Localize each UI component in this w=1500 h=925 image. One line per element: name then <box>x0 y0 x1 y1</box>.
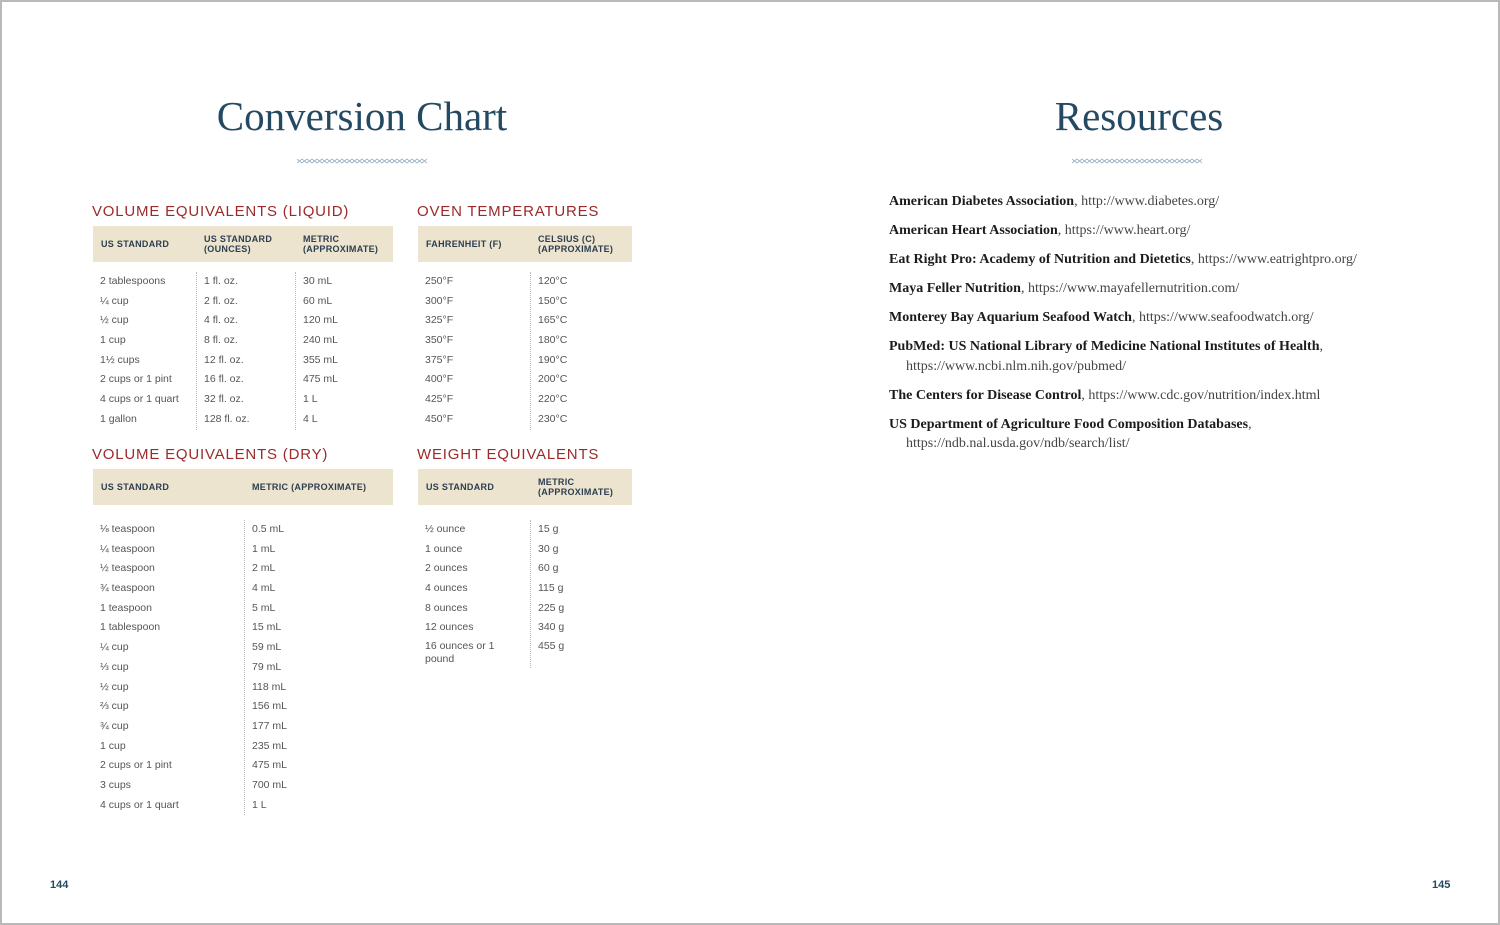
col-header: FAHRENHEIT (F) <box>426 239 502 249</box>
table-cell: 400°F <box>425 373 454 386</box>
table-cell: ¾ teaspoon <box>100 582 155 595</box>
resource-item: Maya Feller Nutrition, https://www.mayafellernutrition.com/ <box>889 281 1240 296</box>
resource-name: PubMed: US National Library of Medicine National Institutes of Health <box>889 339 1320 354</box>
table-body <box>93 520 393 815</box>
table-cell: 1 gallon <box>100 412 137 425</box>
resource-url[interactable]: https://www.cdc.gov/nutrition/index.html <box>1088 387 1321 403</box>
resource-url[interactable]: https://www.ncbi.nlm.nih.gov/pubmed/ <box>906 358 1126 374</box>
table-cell: ½ teaspoon <box>100 562 155 575</box>
resource-url[interactable]: https://www.heart.org/ <box>1064 223 1191 238</box>
resource-name: American Heart Association <box>889 223 1058 238</box>
col-header: METRIC (APPROXIMATE) <box>252 482 367 492</box>
table-column <box>244 520 393 815</box>
table-cell: 156 mL <box>252 700 288 713</box>
table-header <box>93 226 393 262</box>
table-cell: 128 fl. oz. <box>204 412 250 425</box>
col-header: US STANDARD <box>101 239 170 249</box>
table-cell: 3 cups <box>100 778 131 791</box>
table-cell: 16 fl. oz. <box>204 373 244 386</box>
heading-oven-temperatures: OVEN TEMPERATURES <box>417 203 600 220</box>
table-cell: 200°C <box>538 373 568 386</box>
col-header: METRIC (APPROXIMATE) <box>538 477 614 497</box>
resource-item: The Centers for Disease Control, https://www.cdc.gov/nutrition/index.html <box>889 387 1321 403</box>
table-cell: 60 mL <box>303 294 333 307</box>
table-cell: 230°C <box>538 412 568 425</box>
table-volume-liquid <box>93 226 393 430</box>
table-column <box>530 520 632 668</box>
table-weight-equivalents <box>418 469 632 668</box>
table-oven-temperatures <box>418 226 632 430</box>
table-cell: 2 fl. oz. <box>204 294 238 307</box>
table-cell: 455 g <box>538 640 565 653</box>
resource-url[interactable]: https://www.mayafellernutrition.com/ <box>1027 281 1240 296</box>
resource-url[interactable]: https://www.seafoodwatch.org/ <box>1138 310 1314 325</box>
resource-name: American Diabetes Association <box>889 194 1075 209</box>
table-cell: ⅓ cup <box>100 660 129 673</box>
title-ornament-right <box>1072 157 1206 165</box>
resource-name: Monterey Bay Aquarium Seafood Watch <box>889 310 1132 325</box>
table-header <box>93 469 393 505</box>
table-header <box>418 226 632 262</box>
table-cell: 5 mL <box>252 601 276 614</box>
table-cell: ½ cup <box>100 680 129 693</box>
table-cell: ¼ teaspoon <box>100 542 155 555</box>
resources-list <box>889 192 1389 463</box>
resource-name: The Centers for Disease Control <box>889 387 1082 403</box>
table-cell: ¼ cup <box>100 294 129 307</box>
table-cell: 475 mL <box>303 373 339 386</box>
table-column <box>418 520 530 668</box>
table-cell: 1 L <box>303 393 318 406</box>
page-title-resources: Resources <box>1054 93 1224 139</box>
table-cell: 150°C <box>538 294 568 307</box>
table-cell: 118 mL <box>252 680 287 693</box>
table-cell: 180°C <box>538 334 568 347</box>
table-cell: ⅔ cup <box>100 700 129 713</box>
table-volume-dry <box>93 469 393 815</box>
table-cell: 375°F <box>425 353 454 366</box>
title-ornament-left <box>297 157 431 165</box>
table-column <box>418 272 530 430</box>
resource-item: Monterey Bay Aquarium Seafood Watch, https://www.seafoodwatch.org/ <box>889 310 1314 325</box>
table-cell: 2 cups or 1 pint <box>100 373 172 386</box>
table-column <box>93 272 196 430</box>
resource-item: Eat Right Pro: Academy of Nutrition and Dietetics, https://www.eatrightpro.org/ <box>889 252 1357 267</box>
resource-name: US Department of Agriculture Food Composition Databases <box>889 416 1249 432</box>
table-cell: 30 mL <box>303 275 333 287</box>
table-cell: 177 mL <box>252 719 288 732</box>
table-cell: 355 mL <box>303 353 339 366</box>
table-cell: 79 mL <box>252 660 282 673</box>
table-cell: 16 ounces or 1 pound <box>425 640 495 666</box>
table-cell: 2 tablespoons <box>100 275 166 287</box>
page-number-right: 145 <box>1432 879 1451 891</box>
table-cell: 340 g <box>538 621 565 634</box>
heading-volume-liquid: VOLUME EQUIVALENTS (LIQUID) <box>92 203 350 220</box>
table-body <box>418 520 632 668</box>
table-cell: 350°F <box>425 334 454 347</box>
table-column <box>93 520 244 815</box>
table-column <box>295 272 393 430</box>
table-column <box>530 272 632 430</box>
table-cell: 15 g <box>538 523 559 535</box>
table-cell: 700 mL <box>252 778 288 791</box>
table-cell: 1 teaspoon <box>100 601 152 614</box>
table-column <box>196 272 295 430</box>
table-cell: 1 cup <box>100 739 126 752</box>
resource-name: Eat Right Pro: Academy of Nutrition and Dietetics <box>889 252 1191 267</box>
table-cell: 4 cups or 1 quart <box>100 798 179 811</box>
table-cell: 300°F <box>425 294 454 307</box>
table-cell: ¾ cup <box>100 719 129 732</box>
table-cell: 8 ounces <box>425 601 468 614</box>
page-number-left: 144 <box>50 879 69 891</box>
heading-weight-equivalents: WEIGHT EQUIVALENTS <box>417 446 600 463</box>
table-cell: 4 fl. oz. <box>204 314 238 327</box>
table-cell: 1 cup <box>100 334 126 347</box>
table-cell: 2 mL <box>252 562 276 575</box>
table-cell: 4 cups or 1 quart <box>100 393 179 406</box>
table-body <box>418 272 632 430</box>
resource-item: PubMed: US National Library of Medicine National Institutes of Health, https://www.ncbi.nlm.nih.gov/pubmed/ <box>889 339 1323 374</box>
table-cell: 1 L <box>252 798 267 811</box>
table-cell: 12 fl. oz. <box>204 353 244 366</box>
col-header: METRIC (APPROXIMATE) <box>303 234 379 254</box>
table-cell: 240 mL <box>303 334 339 347</box>
table-cell: 120°C <box>538 275 568 287</box>
table-cell: 2 ounces <box>425 562 468 575</box>
heading-volume-dry: VOLUME EQUIVALENTS (DRY) <box>92 446 329 463</box>
resource-item: American Heart Association, https://www.heart.org/ <box>889 223 1191 238</box>
table-cell: 32 fl. oz. <box>204 393 244 406</box>
table-cell: ½ ounce <box>425 523 466 535</box>
table-cell: 4 L <box>303 412 318 425</box>
page-title-conversion-chart: Conversion Chart <box>216 93 508 139</box>
table-cell: 165°C <box>538 314 568 327</box>
table-cell: 1 ounce <box>425 542 463 555</box>
table-cell: 425°F <box>425 393 454 406</box>
table-cell: 325°F <box>425 314 454 327</box>
table-cell: 59 mL <box>252 641 282 654</box>
resource-item: US Department of Agriculture Food Composition Databases, https://ndb.nal.usda.gov/ndb/search/list/ <box>889 416 1252 451</box>
table-cell: 4 mL <box>252 582 276 595</box>
table-cell: 475 mL <box>252 759 288 772</box>
table-cell: 0.5 mL <box>252 523 285 535</box>
table-cell: 1½ cups <box>100 353 140 366</box>
col-header: CELSIUS (C) (APPROXIMATE) <box>538 234 614 254</box>
table-cell: 2 cups or 1 pint <box>100 759 172 772</box>
table-cell: 115 g <box>538 582 564 595</box>
table-cell: ⅛ teaspoon <box>100 523 155 535</box>
table-cell: 235 mL <box>252 739 288 752</box>
col-header: US STANDARD <box>426 482 495 492</box>
table-cell: 250°F <box>425 275 454 287</box>
resource-url[interactable]: https://ndb.nal.usda.gov/ndb/search/list/ <box>906 436 1130 451</box>
table-cell: 15 mL <box>252 621 282 634</box>
table-cell: 30 g <box>538 542 559 555</box>
resource-url[interactable]: http://www.diabetes.org/ <box>1081 194 1220 209</box>
resource-name: Maya Feller Nutrition <box>889 281 1021 296</box>
table-cell: 190°C <box>538 353 568 366</box>
col-header: US STANDARD <box>101 482 170 492</box>
table-cell: 120 mL <box>303 314 339 327</box>
table-cell: ¼ cup <box>100 641 129 654</box>
table-cell: 1 fl. oz. <box>204 275 238 287</box>
col-header: US STANDARD (OUNCES) <box>204 234 273 254</box>
table-body <box>93 272 393 430</box>
resource-url[interactable]: https://www.eatrightpro.org/ <box>1197 252 1357 267</box>
table-cell: 1 tablespoon <box>100 621 161 634</box>
table-cell: 4 ounces <box>425 582 468 595</box>
table-cell: ½ cup <box>100 314 129 327</box>
table-cell: 1 mL <box>252 542 276 555</box>
table-cell: 12 ounces <box>425 621 474 634</box>
table-cell: 8 fl. oz. <box>204 334 238 347</box>
table-cell: 225 g <box>538 601 565 614</box>
table-cell: 220°C <box>538 393 568 406</box>
table-cell: 450°F <box>425 412 454 425</box>
table-cell: 60 g <box>538 562 559 575</box>
table-header <box>418 469 632 505</box>
resource-item: American Diabetes Association, http://www.diabetes.org/ <box>889 194 1220 209</box>
